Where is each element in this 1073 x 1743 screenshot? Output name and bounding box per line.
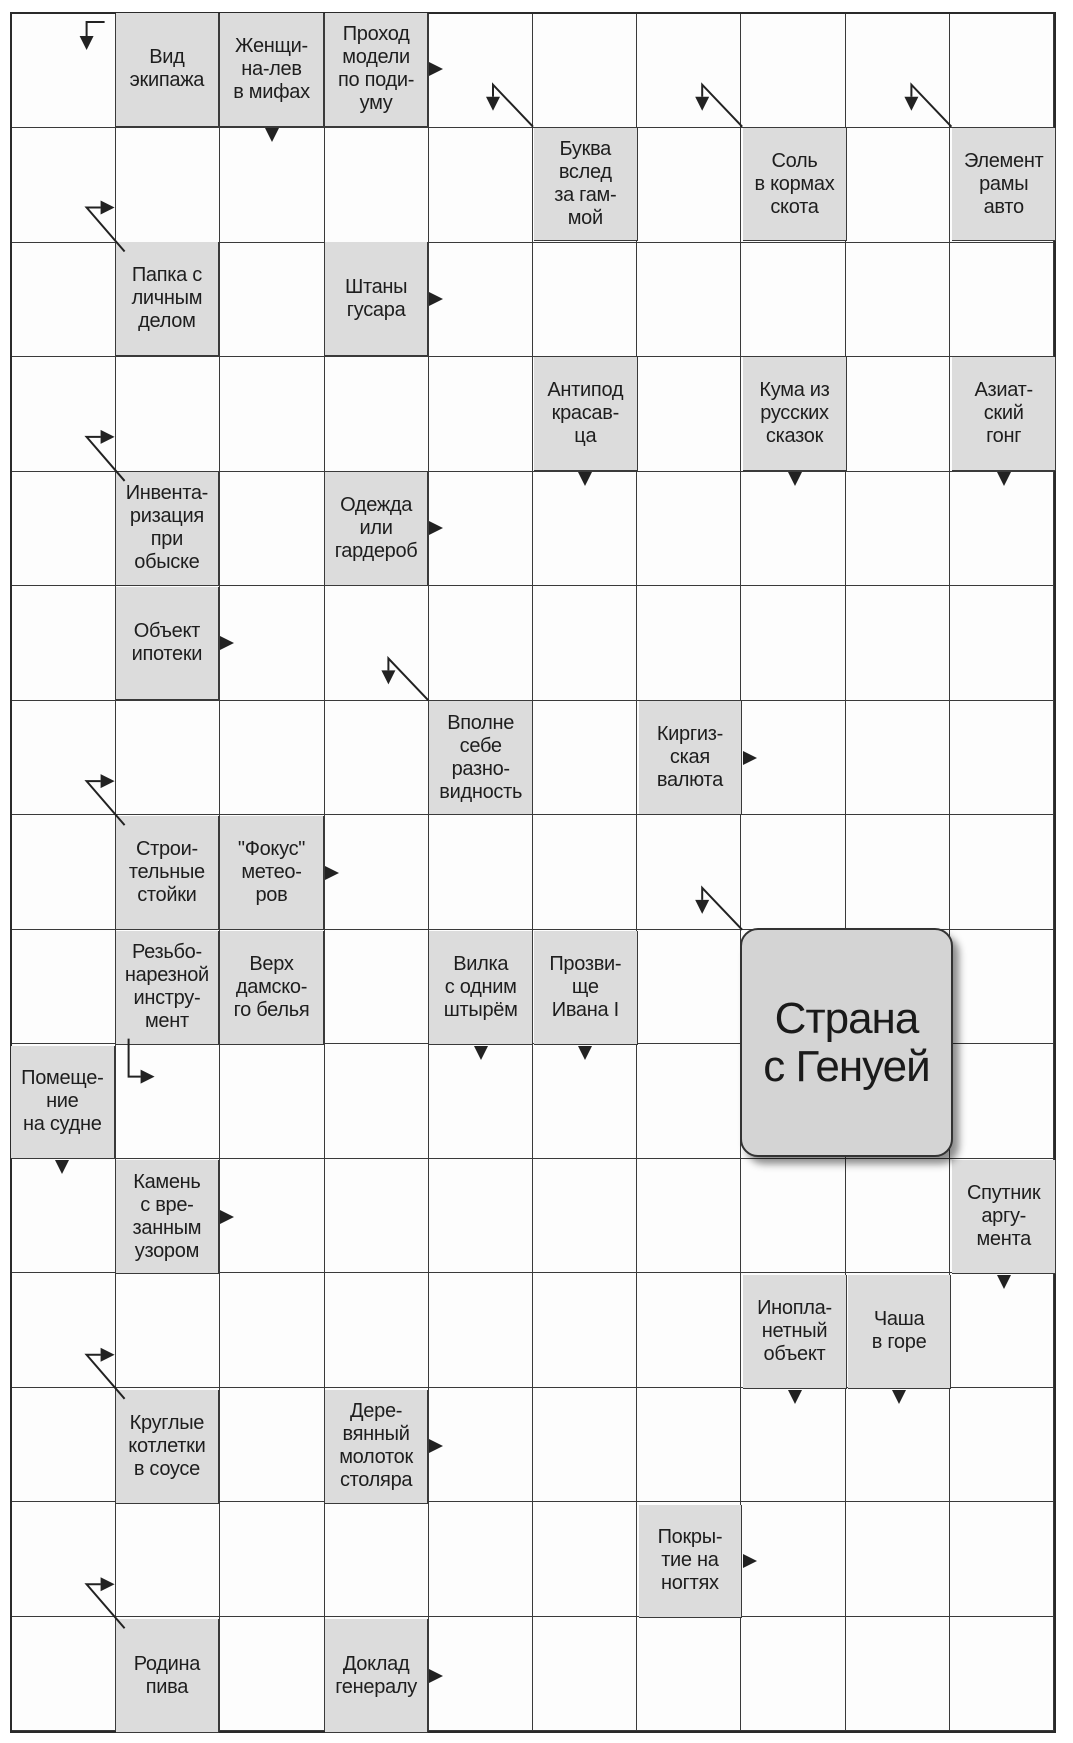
clue-bukva-vsled: Буква вслед за гам- мой	[534, 128, 638, 242]
answer-cell[interactable]	[533, 815, 637, 929]
answer-cell[interactable]	[533, 586, 637, 700]
answer-cell[interactable]	[950, 14, 1054, 128]
answer-cell[interactable]	[846, 128, 950, 242]
clue-pomeshchenie: Помеще- ние на судне	[11, 1046, 115, 1160]
answer-cell[interactable]	[429, 128, 533, 242]
answer-cell[interactable]	[325, 1273, 429, 1387]
answer-cell[interactable]	[325, 1502, 429, 1616]
answer-cell[interactable]	[846, 701, 950, 815]
arrow-right-icon	[429, 521, 443, 535]
answer-cell[interactable]	[12, 1273, 116, 1387]
clue-fokus-meteorov: "Фокус" метео- ров	[220, 816, 324, 930]
answer-cell[interactable]	[429, 1502, 533, 1616]
clue-verkh-damskogo: Верх дамско- го белья	[220, 931, 324, 1045]
big-clue-box: Страна с Генуей	[740, 928, 953, 1157]
answer-cell[interactable]	[533, 1502, 637, 1616]
answer-cell[interactable]	[950, 243, 1054, 357]
answer-cell[interactable]	[741, 586, 845, 700]
answer-cell[interactable]	[116, 1273, 220, 1387]
answer-cell[interactable]	[533, 1273, 637, 1387]
answer-cell[interactable]	[741, 1617, 845, 1731]
answer-cell[interactable]	[12, 930, 116, 1044]
answer-cell[interactable]	[325, 1044, 429, 1158]
arrow-down-icon	[892, 1390, 906, 1404]
answer-cell[interactable]	[12, 1388, 116, 1502]
arrow-right-icon	[429, 1669, 443, 1683]
answer-cell[interactable]	[637, 930, 741, 1044]
answer-cell[interactable]	[950, 1502, 1054, 1616]
answer-cell[interactable]	[220, 1044, 324, 1158]
clue-pokrytie-na-nogtyakh: Покры- тие на ногтях	[639, 1505, 743, 1619]
answer-cell[interactable]	[325, 815, 429, 929]
clue-inventarizatsiya: Инвента- ризация при обыске	[116, 472, 220, 586]
answer-cell[interactable]	[220, 1273, 324, 1387]
answer-cell[interactable]	[12, 1617, 116, 1731]
answer-cell[interactable]	[220, 472, 324, 586]
clue-shtany-gusara: Штаны гусара	[325, 242, 429, 356]
answer-cell[interactable]	[220, 128, 324, 242]
answer-cell[interactable]	[637, 128, 741, 242]
arrow-down-icon	[997, 1275, 1011, 1289]
answer-cell[interactable]	[429, 1617, 533, 1731]
clue-kamen: Камень с вре- занным узором	[116, 1160, 220, 1274]
answer-cell[interactable]	[741, 1388, 845, 1502]
answer-cell[interactable]	[12, 815, 116, 929]
answer-cell[interactable]	[741, 472, 845, 586]
answer-cell[interactable]	[846, 14, 950, 128]
answer-cell[interactable]	[741, 243, 845, 357]
answer-cell[interactable]	[325, 1159, 429, 1273]
answer-cell[interactable]	[533, 243, 637, 357]
answer-cell[interactable]	[220, 357, 324, 471]
clue-vilka: Вилка с одним штырём	[429, 931, 533, 1045]
answer-cell[interactable]	[429, 1044, 533, 1158]
answer-cell[interactable]	[12, 14, 116, 128]
answer-cell[interactable]	[533, 1388, 637, 1502]
answer-cell[interactable]	[846, 586, 950, 700]
arrow-down-icon	[265, 128, 279, 142]
answer-cell[interactable]	[12, 243, 116, 357]
answer-cell[interactable]	[429, 243, 533, 357]
answer-cell[interactable]	[637, 1388, 741, 1502]
answer-cell[interactable]	[846, 1388, 950, 1502]
answer-cell[interactable]	[950, 586, 1054, 700]
answer-cell[interactable]	[846, 472, 950, 586]
arrow-down-icon	[578, 1046, 592, 1060]
answer-cell[interactable]	[950, 815, 1054, 929]
answer-cell[interactable]	[429, 1273, 533, 1387]
clue-antipod: Антипод красав- ца	[534, 357, 638, 471]
answer-cell[interactable]	[533, 1617, 637, 1731]
answer-cell[interactable]	[325, 586, 429, 700]
answer-cell[interactable]	[533, 701, 637, 815]
answer-cell[interactable]	[846, 1159, 950, 1273]
answer-cell[interactable]	[429, 357, 533, 471]
page-title-fragment	[420, 0, 600, 12]
answer-cell[interactable]	[116, 357, 220, 471]
clue-obekt-ipoteki: Объект ипотеки	[116, 587, 220, 701]
answer-cell[interactable]	[637, 1159, 741, 1273]
clue-kuma: Кума из русских сказок	[743, 357, 847, 471]
clue-chasha-v-gore: Чаша в горе	[848, 1275, 952, 1389]
arrow-right-icon	[743, 751, 757, 765]
arrow-down-icon	[788, 472, 802, 486]
arrow-down-icon	[474, 1046, 488, 1060]
clue-aziatskiy-gong: Азиат- ский гонг	[952, 357, 1056, 471]
answer-cell[interactable]	[429, 815, 533, 929]
answer-cell[interactable]	[325, 357, 429, 471]
arrow-right-icon	[743, 1554, 757, 1568]
answer-cell[interactable]	[325, 128, 429, 242]
clue-kruglye-kotletki: Круглые котлетки в соусе	[116, 1390, 220, 1504]
answer-cell[interactable]	[637, 1273, 741, 1387]
answer-cell[interactable]	[12, 357, 116, 471]
arrow-right-icon	[220, 636, 234, 650]
arrow-right-icon	[220, 1210, 234, 1224]
clue-prozvishche: Прозви- ще Ивана I	[534, 931, 638, 1045]
answer-cell[interactable]	[950, 1617, 1054, 1731]
answer-cell[interactable]	[325, 930, 429, 1044]
answer-cell[interactable]	[637, 1617, 741, 1731]
answer-cell[interactable]	[429, 586, 533, 700]
clue-sol-v-kormakh: Соль в кормах скота	[743, 128, 847, 242]
arrow-right-icon	[325, 866, 339, 880]
answer-cell[interactable]	[429, 14, 533, 128]
answer-cell[interactable]	[220, 1617, 324, 1731]
clue-vpolne-sebe: Вполне себе разно- видность	[429, 701, 533, 815]
clue-odezhda: Одежда или гардероб	[325, 472, 429, 586]
arrow-right-icon	[429, 1439, 443, 1453]
answer-cell[interactable]	[12, 1502, 116, 1616]
answer-cell[interactable]	[950, 1273, 1054, 1387]
answer-cell[interactable]	[846, 1502, 950, 1616]
answer-cell[interactable]	[220, 1159, 324, 1273]
answer-cell[interactable]	[846, 357, 950, 471]
clue-kirgizskaya-valyuta: Киргиз- ская валюта	[639, 701, 743, 815]
clue-vid-ekipazha: Вид экипажа	[116, 13, 220, 127]
answer-cell[interactable]	[116, 128, 220, 242]
answer-cell[interactable]	[637, 815, 741, 929]
answer-cell[interactable]	[533, 472, 637, 586]
answer-cell[interactable]	[846, 1617, 950, 1731]
clue-inoplanetnyy: Инопла- нетный объект	[743, 1275, 847, 1389]
arrow-down-icon	[578, 472, 592, 486]
answer-cell[interactable]	[533, 1159, 637, 1273]
answer-cell[interactable]	[637, 586, 741, 700]
answer-cell[interactable]	[220, 1502, 324, 1616]
answer-cell[interactable]	[637, 357, 741, 471]
answer-cell[interactable]	[637, 14, 741, 128]
answer-cell[interactable]	[220, 243, 324, 357]
answer-cell[interactable]	[429, 472, 533, 586]
arrow-down-icon	[997, 472, 1011, 486]
arrow-right-icon	[429, 292, 443, 306]
answer-cell[interactable]	[116, 701, 220, 815]
answer-cell[interactable]	[12, 128, 116, 242]
answer-cell[interactable]	[950, 1044, 1054, 1158]
answer-cell[interactable]	[12, 1159, 116, 1273]
answer-cell[interactable]	[846, 243, 950, 357]
answer-cell[interactable]	[12, 701, 116, 815]
answer-cell[interactable]	[950, 701, 1054, 815]
answer-cell[interactable]	[116, 1502, 220, 1616]
answer-cell[interactable]	[950, 1388, 1054, 1502]
clue-sputnik-argumenta: Спутник аргу- мента	[952, 1160, 1056, 1274]
answer-cell[interactable]	[533, 14, 637, 128]
clue-derevyannyy-molotok: Дере- вянный молоток столяра	[325, 1390, 429, 1504]
clue-element-ramy: Элемент рамы авто	[952, 128, 1056, 242]
answer-cell[interactable]	[220, 1388, 324, 1502]
answer-cell[interactable]	[637, 1044, 741, 1158]
answer-cell[interactable]	[12, 586, 116, 700]
clue-prokhod-modeli: Проход модели по поди- уму	[325, 13, 429, 127]
answer-cell[interactable]	[950, 472, 1054, 586]
answer-cell[interactable]	[741, 1159, 845, 1273]
arrow-down-icon	[55, 1160, 69, 1174]
answer-cell[interactable]	[325, 701, 429, 815]
answer-cell[interactable]	[429, 1159, 533, 1273]
answer-cell[interactable]	[637, 472, 741, 586]
clue-zhenshchina-lev: Женщи- на-лев в мифах	[220, 13, 324, 127]
answer-cell[interactable]	[741, 815, 845, 929]
answer-cell[interactable]	[950, 930, 1054, 1044]
answer-cell[interactable]	[220, 701, 324, 815]
clue-papka: Папка с личным делом	[116, 242, 220, 356]
answer-cell[interactable]	[429, 1388, 533, 1502]
answer-cell[interactable]	[533, 1044, 637, 1158]
answer-cell[interactable]	[637, 243, 741, 357]
clue-stroitelnye-stoyki: Строи- тельные стойки	[116, 816, 220, 930]
clue-rezbonareznoy: Резьбо- нарезной инстру- мент	[116, 931, 220, 1045]
answer-cell[interactable]	[741, 14, 845, 128]
answer-cell[interactable]	[12, 472, 116, 586]
arrow-right-icon	[429, 62, 443, 76]
answer-cell[interactable]	[220, 586, 324, 700]
clue-rodina-piva: Родина пива	[116, 1619, 220, 1733]
answer-cell[interactable]	[846, 815, 950, 929]
answer-cell[interactable]	[116, 1044, 220, 1158]
clue-doklad-generalu: Доклад генералу	[325, 1619, 429, 1733]
arrow-down-icon	[788, 1390, 802, 1404]
